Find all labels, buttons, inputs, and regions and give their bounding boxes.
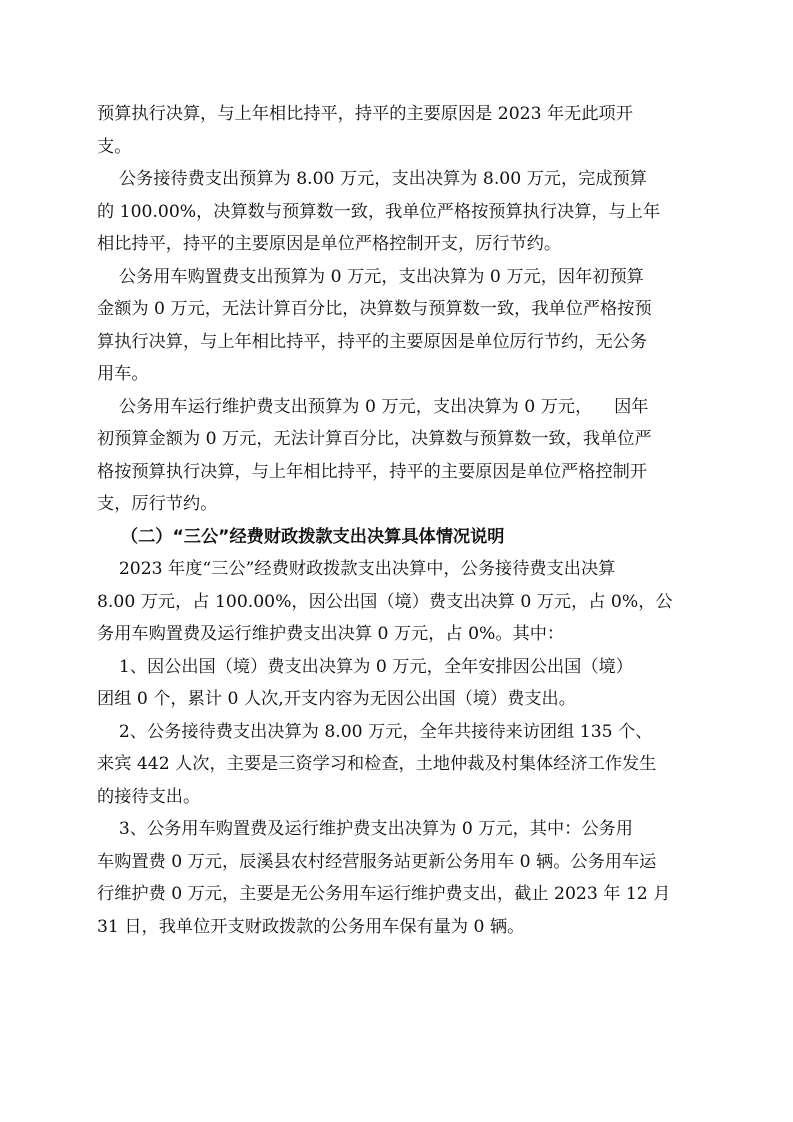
text-line: 金额为 0 万元，无法计算百分比，决算数与预算数一致，我单位严格按预 (97, 299, 652, 319)
text-line: 预算执行决算，与上年相比持平，持平的主要原因是 2023 年无此项开 (97, 104, 633, 124)
text-line: 务用车购置费及运行维护费支出决算 0 万元，占 0%。其中： (97, 624, 565, 644)
text-line: 1、因公出国（境）费支出决算为 0 万元，全年安排因公出国（境） (97, 656, 633, 677)
text-line: 初预算金额为 0 万元，无法计算百分比，决算数与预算数一致，我单位严 (97, 429, 652, 449)
text-line: 2023 年度“三公”经费财政拨款支出决算中，公务接待费支出决算 (97, 559, 616, 579)
text-line: 公务接待费支出预算为 8.00 万元，支出决算为 8.00 万元，完成预算 (97, 169, 647, 189)
text-line: 用车。 (97, 364, 149, 384)
text-line: 3、公务用车购置费及运行维护费支出决算为 0 万元，其中：公务用 (97, 819, 633, 839)
section-heading: （二）“三公”经费财政拨款支出决算具体情况说明 (97, 526, 505, 547)
text-line: 支，厉行节约。 (97, 494, 218, 514)
text-line: 公务用车运行维护费支出预算为 0 万元，支出决算为 0 万元， 因年 (97, 396, 649, 417)
text-line: 的 100.00%，决算数与预算数一致，我单位严格按预算执行决算，与上年 (97, 201, 661, 222)
text-line: 算执行决算，与上年相比持平，持平的主要原因是单位厉行节约，无公务 (97, 331, 648, 352)
text-line: 2、公务接待费支出决算为 8.00 万元，全年共接待来访团组 135 个、 (97, 721, 653, 742)
text-line: 车购置费 0 万元，辰溪县农村经营服务站更新公务用车 0 辆。公务用车运 (97, 851, 657, 872)
text-line: 格按预算执行决算，与上年相比持平，持平的主要原因是单位严格控制开 (97, 461, 648, 482)
text-line: 相比持平，持平的主要原因是单位严格控制开支，厉行节约。 (97, 234, 562, 254)
text-line: 8.00 万元，占 100.00%，因公出国（境）费支出决算 0 万元，占 0%，公 (97, 591, 673, 612)
text-line: 公务用车购置费支出预算为 0 万元，支出决算为 0 万元，因年初预算 (97, 266, 644, 287)
document-body (97, 98, 700, 943)
text-line: 团组 0 个，累计 0 人次,开支内容为无因公出国（境）费支出。 (97, 689, 576, 709)
text-line: 支。 (97, 136, 132, 157)
text-line: 来宾 442 人次，主要是三资学习和检查，土地仲裁及村集体经济工作发生 (97, 754, 657, 774)
text-line: 的接待支出。 (97, 786, 201, 807)
text-line: 行维护费 0 万元，主要是无公务用车运行维护费支出，截止 2023 年 12 月 (97, 884, 671, 904)
text-line: 31 日，我单位开支财政拨款的公务用车保有量为 0 辆。 (97, 916, 525, 937)
